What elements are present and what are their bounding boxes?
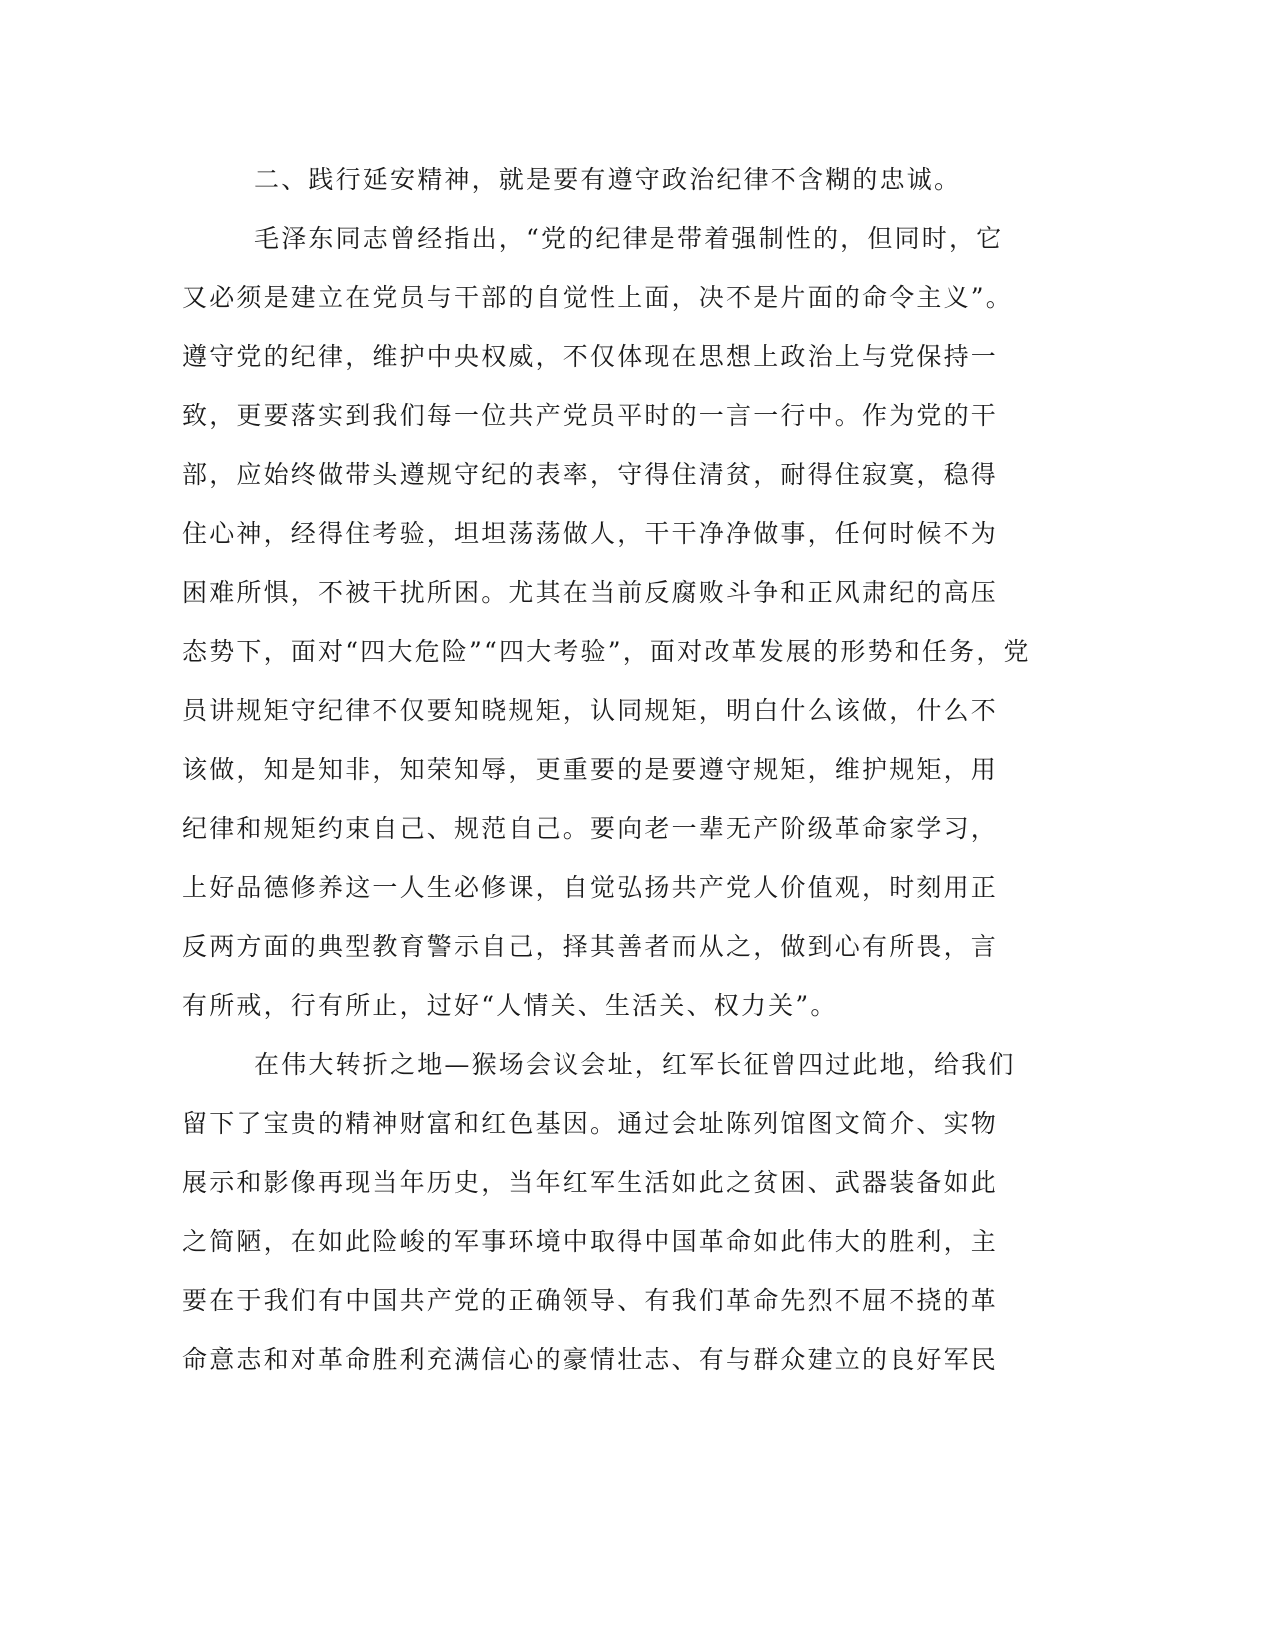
paragraph-line: 又必须是建立在党员与干部的自觉性上面，决不是片面的命令主义”。 xyxy=(182,283,1013,312)
paragraph-line: 反两方面的典型教育警示自己，择其善者而从之，做到心有所畏，言 xyxy=(182,932,999,961)
paragraph-line: 困难所惧，不被干扰所困。尤其在当前反腐败斗争和正风肃纪的高压 xyxy=(182,578,999,607)
paragraph-line: 毛泽东同志曾经指出，“党的纪律是带着强制性的，但同时，它 xyxy=(254,224,1004,253)
paragraph-line: 在伟大转折之地—猴场会议会址，红军长征曾四过此地，给我们 xyxy=(254,1050,1016,1079)
paragraph-line: 命意志和对革命胜利充满信心的豪情壮志、有与群众建立的良好军民 xyxy=(182,1345,999,1374)
paragraph-line: 态势下，面对“四大危险”“四大考验”，面对改革发展的形势和任务，党 xyxy=(182,637,1031,666)
section-heading: 二、践行延安精神，就是要有遵守政治纪律不含糊的忠诚。 xyxy=(254,165,962,194)
paragraph-line: 要在于我们有中国共产党的正确领导、有我们革命先烈不屈不挠的革 xyxy=(182,1286,999,1315)
paragraph-line: 有所戒，行有所止，过好“人情关、生活关、权力关”。 xyxy=(182,991,838,1020)
paragraph-line: 之简陋，在如此险峻的军事环境中取得中国革命如此伟大的胜利，主 xyxy=(182,1227,999,1256)
paragraph-line: 遵守党的纪律，维护中央权威，不仅体现在思想上政治上与党保持一 xyxy=(182,342,999,371)
paragraph-line: 该做，知是知非，知荣知辱，更重要的是要遵守规矩，维护规矩，用 xyxy=(182,755,999,784)
paragraph-line: 上好品德修养这一人生必修课，自觉弘扬共产党人价值观，时刻用正 xyxy=(182,873,999,902)
paragraph-line: 住心神，经得住考验，坦坦荡荡做人，干干净净做事，任何时候不为 xyxy=(182,519,999,548)
paragraph-line: 致，更要落实到我们每一位共产党员平时的一言一行中。作为党的干 xyxy=(182,401,999,430)
paragraph-line: 留下了宝贵的精神财富和红色基因。通过会址陈列馆图文简介、实物 xyxy=(182,1109,999,1138)
paragraph-line: 部，应始终做带头遵规守纪的表率，守得住清贫，耐得住寂寞，稳得 xyxy=(182,460,999,489)
paragraph-line: 纪律和规矩约束自己、规范自己。要向老一辈无产阶级革命家学习， xyxy=(182,814,999,843)
paragraph-line: 展示和影像再现当年历史，当年红军生活如此之贫困、武器装备如此 xyxy=(182,1168,999,1197)
paragraph-line: 员讲规矩守纪律不仅要知晓规矩，认同规矩，明白什么该做，什么不 xyxy=(182,696,999,725)
